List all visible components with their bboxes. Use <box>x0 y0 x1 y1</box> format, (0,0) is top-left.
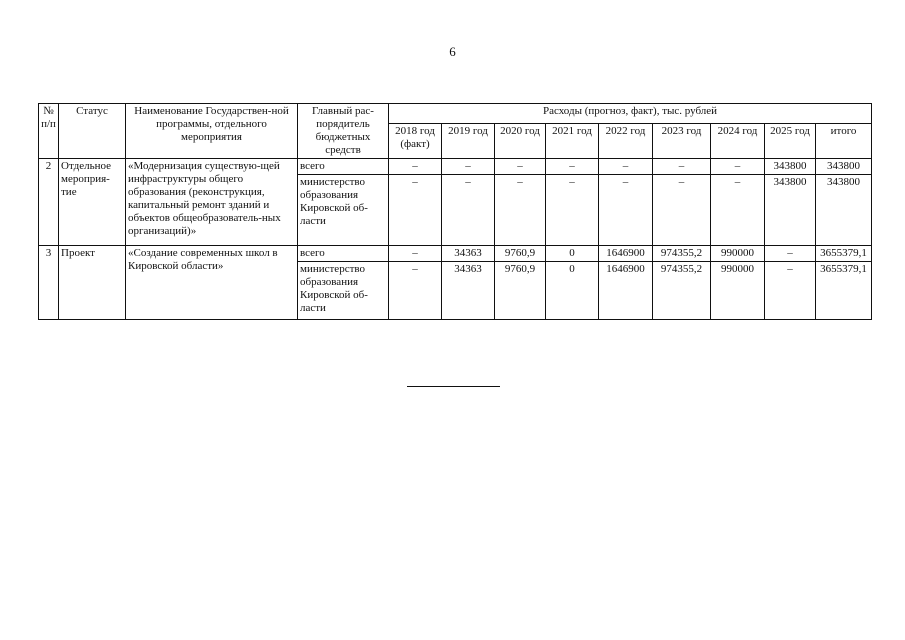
header-year: 2024 год <box>711 123 765 158</box>
page-number: 6 <box>449 44 456 59</box>
cell-value: – <box>711 175 765 246</box>
header-total: итого <box>816 123 872 158</box>
row-manager: министерство образования Кировской об-ласти <box>298 175 389 246</box>
cell-value: – <box>546 175 599 246</box>
row-manager: всего <box>298 246 389 262</box>
header-year: 2020 год <box>495 123 546 158</box>
cell-value: – <box>442 159 495 175</box>
cell-value: 0 <box>546 262 599 320</box>
cell-value: 974355,2 <box>653 262 711 320</box>
cell-value: 1646900 <box>599 262 653 320</box>
cell-value: – <box>765 246 816 262</box>
cell-value: – <box>711 159 765 175</box>
row-name: «Модернизация существую-щей инфраструктуры общего образования (реконструкция, капитальный ремонт зданий и объектов общеобразователь-ных организаций)» <box>126 159 298 246</box>
cell-value: – <box>389 175 442 246</box>
end-separator-line <box>407 386 500 387</box>
cell-value: 9760,9 <box>495 246 546 262</box>
cell-total: 3655379,1 <box>816 246 872 262</box>
cell-value: 990000 <box>711 246 765 262</box>
cell-value: – <box>653 175 711 246</box>
cell-value: 34363 <box>442 246 495 262</box>
header-year: 2025 год <box>765 123 816 158</box>
cell-value: 990000 <box>711 262 765 320</box>
cell-value: – <box>389 246 442 262</box>
cell-value: – <box>653 159 711 175</box>
row-num: 3 <box>39 246 59 320</box>
cell-value: 343800 <box>765 159 816 175</box>
table-row <box>39 246 872 262</box>
row-status: Отдельное мероприя-тие <box>59 159 126 246</box>
cell-value: – <box>765 262 816 320</box>
cell-value: 974355,2 <box>653 246 711 262</box>
row-status: Проект <box>59 246 126 320</box>
header-manager: Главный рас-порядитель бюджетных средств <box>298 104 389 159</box>
header-year: 2022 год <box>599 123 653 158</box>
cell-value: – <box>546 159 599 175</box>
cell-value: – <box>599 159 653 175</box>
cell-value: 9760,9 <box>495 262 546 320</box>
row-manager: министерство образования Кировской об-ласти <box>298 262 389 320</box>
header-year: 2023 год <box>653 123 711 158</box>
budget-table <box>38 103 872 320</box>
cell-value: – <box>389 159 442 175</box>
cell-total: 343800 <box>816 175 872 246</box>
header-year: 2018 год (факт) <box>389 123 442 158</box>
header-year: 2019 год <box>442 123 495 158</box>
cell-value: – <box>389 262 442 320</box>
header-name: Наименование Государствен-ной программы, отдельного мероприятия <box>126 104 298 159</box>
cell-value: 1646900 <box>599 246 653 262</box>
cell-value: – <box>495 175 546 246</box>
cell-value: – <box>442 175 495 246</box>
row-manager: всего <box>298 159 389 175</box>
row-num: 2 <box>39 159 59 246</box>
header-year: 2021 год <box>546 123 599 158</box>
header-num: № п/п <box>39 104 59 159</box>
header-expenses: Расходы (прогноз, факт), тыс. рублей <box>389 104 872 124</box>
cell-value: 343800 <box>765 175 816 246</box>
header-row-1 <box>39 104 872 124</box>
cell-total: 343800 <box>816 159 872 175</box>
row-name: «Создание современных школ в Кировской области» <box>126 246 298 320</box>
table-row <box>39 159 872 175</box>
cell-value: – <box>599 175 653 246</box>
cell-value: – <box>495 159 546 175</box>
cell-value: 0 <box>546 246 599 262</box>
cell-value: 34363 <box>442 262 495 320</box>
cell-total: 3655379,1 <box>816 262 872 320</box>
header-status: Статус <box>59 104 126 159</box>
